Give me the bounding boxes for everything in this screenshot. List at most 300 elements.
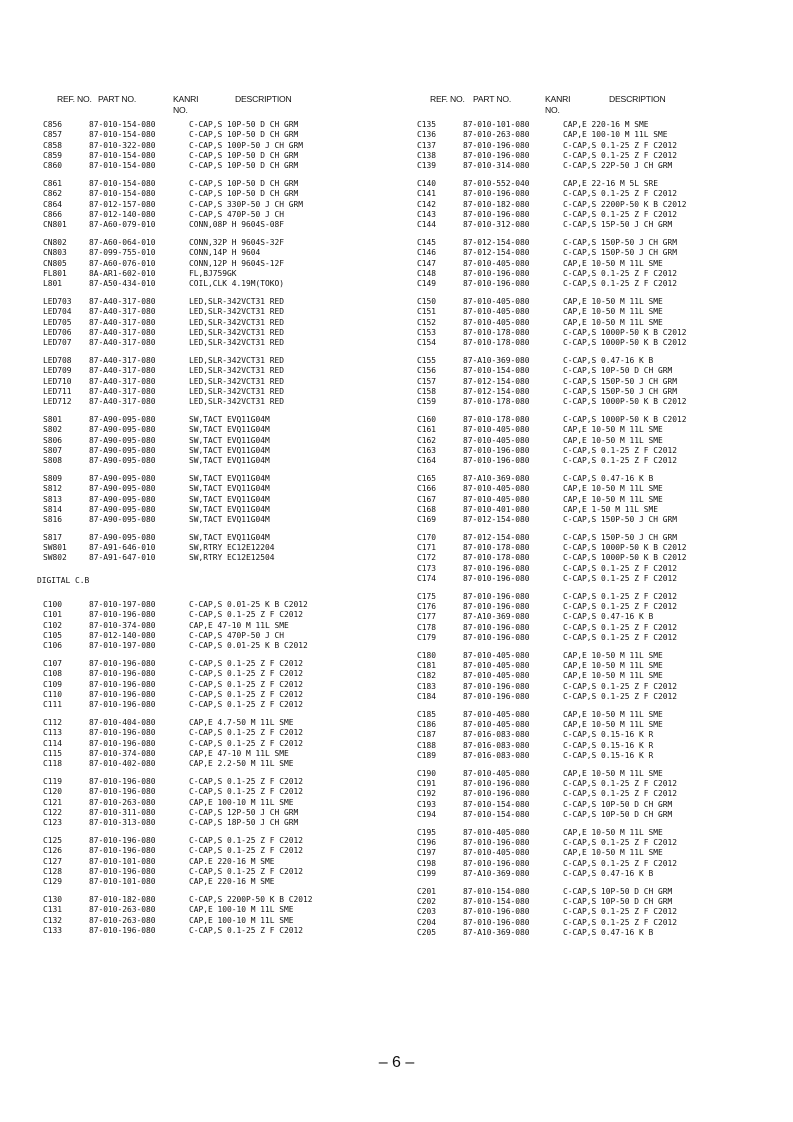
parts-row [43, 798, 383, 808]
parts-row [43, 905, 383, 915]
parts-row [43, 397, 383, 407]
part-no-cell: 87-010-196-080 [89, 728, 156, 738]
parts-row [43, 610, 383, 620]
part-no-cell: 8A-AR1-602-010 [89, 268, 156, 278]
kanri-no-heading: NO. [545, 105, 560, 115]
ref-no-cell: C132 [43, 915, 63, 925]
description-cell: C-CAP,S 100P-50 J CH GRM [189, 140, 304, 150]
ref-no-cell: LED704 [43, 307, 72, 317]
description-cell: C-CAP,S 10P-50 D CH GRM [189, 178, 299, 188]
parts-row [43, 189, 383, 199]
part-no-cell: 87-010-196-080 [463, 838, 530, 848]
part-no-cell: 87-A60-079-010 [89, 220, 156, 230]
ref-no-cell: C139 [417, 161, 437, 171]
left-parts-column [37, 120, 383, 936]
description-cell: C-CAP,S 10P-50 D CH GRM [189, 130, 299, 140]
ref-no-cell: C157 [417, 376, 437, 386]
ref-no-cell: LED711 [43, 386, 72, 396]
part-no-cell: 87-010-196-080 [463, 692, 530, 702]
description-cell: CAP,E 10-50 M 11L SME [563, 650, 663, 660]
parts-row [43, 151, 383, 161]
part-no-cell: 87-010-182-080 [463, 199, 530, 209]
ref-no-cell: S817 [43, 532, 63, 542]
part-no-cell: 87-010-178-080 [463, 327, 530, 337]
description-cell: C-CAP,S 0.1-25 Z F C2012 [563, 150, 678, 160]
description-cell: SW,TACT EVQ11G04M [189, 425, 270, 435]
ref-no-cell: C164 [417, 456, 437, 466]
ref-no-cell: C130 [43, 895, 63, 904]
description-cell: C-CAP,S 22P-50 J CH GRM [563, 161, 673, 171]
ref-no-cell: C862 [43, 189, 63, 199]
ref-no-heading: REF. NO. [430, 94, 465, 104]
ref-no-cell: CN803 [43, 248, 67, 258]
part-no-cell: 87-010-552-040 [463, 178, 530, 188]
parts-row [417, 907, 757, 917]
parts-row [43, 857, 383, 867]
ref-no-cell: LED706 [43, 327, 72, 337]
part-no-cell: 87-010-196-080 [89, 689, 156, 699]
parts-row [417, 751, 757, 761]
parts-row [417, 279, 757, 289]
description-cell: SW,TACT EVQ11G04M [189, 504, 270, 514]
ref-no-cell: C118 [43, 759, 63, 769]
description-cell: C-CAP,S 10P-50 D CH GRM [563, 799, 673, 809]
part-no-cell: 87-A60-064-010 [89, 237, 156, 247]
parts-row [43, 161, 383, 171]
parts-row [417, 897, 757, 907]
ref-no-cell: C110 [43, 689, 63, 699]
part-no-cell: 87-A40-317-080 [89, 296, 156, 306]
part-no-cell: 87-010-178-080 [463, 553, 530, 563]
part-no-cell: 87-099-755-010 [89, 248, 156, 258]
description-cell: CAP,E 10-50 M 11L SME [563, 671, 663, 681]
description-cell: C-CAP,S 0.1-25 Z F C2012 [189, 610, 304, 620]
description-cell: C-CAP,S 0.1-25 Z F C2012 [563, 574, 678, 584]
parts-row [417, 612, 757, 622]
part-no-cell: 87-A90-095-080 [89, 484, 156, 494]
part-no-cell: 87-010-196-080 [463, 622, 530, 632]
ref-no-cell: C160 [417, 414, 437, 424]
ref-no-cell: C196 [417, 838, 437, 848]
ref-no-cell: C167 [417, 494, 437, 504]
parts-row [417, 248, 757, 258]
ref-no-cell: C141 [417, 189, 437, 199]
description-cell: LED,SLR-342VCT31 RED [189, 386, 285, 396]
description-cell: C-CAP,S 0.1-25 Z F C2012 [189, 689, 304, 699]
ref-no-cell: C165 [417, 473, 437, 483]
part-no-cell: 87-012-154-080 [463, 515, 530, 525]
parts-row [417, 307, 757, 317]
description-cell: LED,SLR-342VCT31 RED [189, 376, 285, 386]
ref-no-cell: C144 [417, 220, 437, 230]
ref-no-cell: C202 [417, 897, 437, 907]
ref-no-cell: S809 [43, 473, 63, 483]
parts-row [43, 297, 383, 307]
part-no-cell: 87-012-140-080 [89, 630, 156, 640]
part-no-cell: 87-012-154-080 [463, 376, 530, 386]
part-no-cell: 87-010-196-080 [89, 679, 156, 689]
parts-row [43, 759, 383, 769]
kanri-heading: KANRI [173, 94, 199, 104]
ref-no-cell: C177 [417, 612, 437, 622]
part-no-cell: 87-010-196-080 [463, 268, 530, 278]
ref-no-cell: C185 [417, 709, 437, 719]
description-cell: C-CAP,S 0.1-25 Z F C2012 [189, 836, 304, 846]
description-cell: CAP,E 4.7-50 M 11L SME [189, 718, 294, 728]
ref-no-cell: C100 [43, 600, 63, 610]
part-no-cell: 87-A90-095-080 [89, 456, 156, 466]
part-no-cell: 87-010-314-080 [463, 161, 530, 171]
description-cell: CAP,E 10-50 M 11L SME [563, 258, 663, 268]
description-cell: C-CAP,S 470P-50 J CH [189, 209, 285, 219]
ref-no-cell: C133 [43, 925, 63, 935]
ref-no-cell: C123 [43, 818, 63, 828]
part-no-cell: 87-010-196-080 [463, 574, 530, 584]
parts-row [417, 446, 757, 456]
description-cell: C-CAP,S 10P-50 D CH GRM [189, 120, 299, 129]
part-no-cell: 87-A10-369-080 [463, 355, 530, 365]
description-cell: C-CAP,S 0.47-16 K B [563, 612, 654, 622]
parts-row [417, 151, 757, 161]
parts-row [43, 484, 383, 494]
ref-no-cell: C119 [43, 777, 63, 787]
description-cell: COIL,CLK 4.19M(TOKO) [189, 279, 285, 289]
parts-row [417, 574, 757, 584]
ref-no-cell: C137 [417, 140, 437, 150]
part-no-cell: 87-A90-095-080 [89, 515, 156, 525]
part-no-cell: 87-010-196-080 [89, 866, 156, 876]
parts-row [417, 633, 757, 643]
parts-row [417, 651, 757, 661]
parts-row [43, 533, 383, 543]
parts-row [43, 474, 383, 484]
parts-row [417, 377, 757, 387]
parts-row [417, 387, 757, 397]
description-cell: CAP,E 10-50 M 11L SME [563, 720, 663, 730]
ref-no-cell: LED703 [43, 296, 72, 306]
parts-row [417, 602, 757, 612]
part-no-cell: 87-012-154-080 [463, 248, 530, 258]
parts-row [43, 377, 383, 387]
description-cell: C-CAP,S 0.1-25 Z F C2012 [189, 846, 304, 856]
part-no-cell: 87-010-154-080 [89, 189, 156, 199]
ref-no-cell: C173 [417, 563, 437, 573]
ref-no-cell: C175 [417, 591, 437, 601]
part-no-cell: 87-010-196-080 [463, 209, 530, 219]
parts-row [43, 259, 383, 269]
description-cell: CAP,E 10-50 M 11L SME [563, 661, 663, 671]
parts-row [417, 710, 757, 720]
description-cell: C-CAP,S 330P-50 J CH GRM [189, 199, 304, 209]
parts-row [417, 456, 757, 466]
part-no-cell: 87-010-405-080 [463, 827, 530, 837]
part-no-cell: 87-A90-095-080 [89, 473, 156, 483]
description-cell: CAP,E 47-10 M 11L SME [189, 748, 289, 758]
part-no-cell: 87-010-313-080 [89, 818, 156, 828]
description-cell: C-CAP,S 18P-50 J CH GRM [189, 818, 299, 828]
part-no-cell: 87-010-101-080 [89, 856, 156, 866]
part-no-cell: 87-010-405-080 [463, 768, 530, 778]
ref-no-cell: C101 [43, 610, 63, 620]
part-no-cell: 87-010-405-080 [463, 296, 530, 306]
parts-row [43, 718, 383, 728]
description-cell: C-CAP,S 12P-50 J CH GRM [189, 807, 299, 817]
description-cell: CAP,E 2.2-50 M 11L SME [189, 759, 294, 769]
description-cell: C-CAP,S 0.1-25 Z F C2012 [563, 209, 678, 219]
part-no-cell: 87-010-405-080 [463, 650, 530, 660]
parts-row [43, 846, 383, 856]
part-no-heading: PART NO. [473, 94, 512, 104]
ref-no-cell: C204 [417, 917, 437, 927]
description-cell: C-CAP,S 10P-50 D CH GRM [563, 886, 673, 896]
description-cell: C-CAP,S 0.1-25 Z F C2012 [563, 858, 678, 868]
ref-no-cell: C857 [43, 130, 63, 140]
description-cell: C-CAP,S 0.1-25 Z F C2012 [189, 787, 304, 797]
part-no-cell: 87-010-405-080 [463, 258, 530, 268]
ref-no-cell: S814 [43, 504, 63, 514]
part-no-cell: 87-010-196-080 [463, 189, 530, 199]
ref-no-cell: C113 [43, 728, 63, 738]
ref-no-cell: C190 [417, 768, 437, 778]
parts-row [43, 680, 383, 690]
description-cell: SW,TACT EVQ11G04M [189, 473, 270, 483]
ref-no-cell: C136 [417, 130, 437, 140]
description-cell: LED,SLR-342VCT31 RED [189, 366, 285, 376]
description-cell: SW,RTRY EC12E12504 [189, 553, 275, 563]
parts-row [43, 669, 383, 679]
parts-row [417, 515, 757, 525]
description-cell: C-CAP,S 0.01-25 K B C2012 [189, 641, 308, 651]
part-no-cell: 87-010-405-080 [463, 484, 530, 494]
part-no-cell: 87-010-312-080 [463, 220, 530, 230]
parts-row [417, 436, 757, 446]
description-cell: C-CAP,S 0.1-25 Z F C2012 [563, 633, 678, 643]
ref-no-cell: C189 [417, 751, 437, 761]
description-cell: C-CAP,S 150P-50 J CH GRM [563, 386, 678, 396]
parts-row [417, 141, 757, 151]
parts-row [43, 279, 383, 289]
parts-row [417, 564, 757, 574]
ref-no-cell: C131 [43, 905, 63, 915]
part-no-cell: 87-010-196-080 [463, 917, 530, 927]
part-no-cell: 87-010-374-080 [89, 748, 156, 758]
description-cell: CAP,E 100-10 M 11L SME [189, 905, 294, 915]
parts-row [43, 220, 383, 230]
parts-row [417, 484, 757, 494]
parts-row [43, 895, 383, 905]
part-no-cell: 87-010-182-080 [89, 895, 156, 904]
description-cell: C-CAP,S 10P-50 D CH GRM [189, 150, 299, 160]
description-cell: C-CAP,S 0.1-25 Z F C2012 [563, 622, 678, 632]
description-cell: C-CAP,S 10P-50 D CH GRM [189, 161, 299, 171]
ref-no-cell: C126 [43, 846, 63, 856]
part-no-heading: PART NO. [98, 94, 137, 104]
ref-no-cell: C205 [417, 927, 437, 937]
description-cell: CAP,E 10-50 M 11L SME [563, 768, 663, 778]
ref-no-cell: C171 [417, 543, 437, 553]
description-cell: C-CAP,S 0.1-25 Z F C2012 [189, 669, 304, 679]
ref-no-cell: C114 [43, 738, 63, 748]
ref-no-cell: C188 [417, 740, 437, 750]
part-no-cell: 87-010-196-080 [89, 610, 156, 620]
part-no-cell: 87-010-154-080 [89, 178, 156, 188]
ref-no-cell: C151 [417, 307, 437, 317]
ref-no-cell: C178 [417, 622, 437, 632]
description-cell: CAP,E 10-50 M 11L SME [563, 425, 663, 435]
parts-row [43, 425, 383, 435]
part-no-cell: 87-010-154-080 [89, 150, 156, 160]
part-no-cell: 87-A91-647-010 [89, 553, 156, 563]
ref-no-cell: LED708 [43, 355, 72, 365]
description-cell: C-CAP,S 0.15-16 K R [563, 740, 654, 750]
ref-no-cell: C107 [43, 659, 63, 669]
parts-row [417, 887, 757, 897]
description-cell: C-CAP,S 10P-50 D CH GRM [189, 189, 299, 199]
part-no-cell: 87-010-404-080 [89, 718, 156, 728]
part-no-cell: 87-A91-646-010 [89, 543, 156, 553]
description-cell: CAP,E 10-50 M 11L SME [563, 296, 663, 306]
part-no-cell: 87-010-178-080 [463, 397, 530, 407]
description-cell: C-CAP,S 0.47-16 K B [563, 927, 654, 937]
ref-no-cell: C181 [417, 661, 437, 671]
parts-row [43, 659, 383, 669]
part-no-cell: 87-010-178-080 [463, 414, 530, 424]
parts-row [417, 356, 757, 366]
parts-row [43, 328, 383, 338]
description-cell: C-CAP,S 0.1-25 Z F C2012 [563, 838, 678, 848]
ref-no-cell: C856 [43, 120, 63, 129]
part-no-cell: 87-010-196-080 [89, 669, 156, 679]
part-no-cell: 87-010-154-080 [89, 161, 156, 171]
description-cell: C-CAP,S 0.1-25 Z F C2012 [563, 681, 678, 691]
part-no-cell: 87-A40-317-080 [89, 338, 156, 348]
ref-no-cell: S813 [43, 494, 63, 504]
ref-no-cell: C174 [417, 574, 437, 584]
part-no-cell: 87-012-154-080 [463, 237, 530, 247]
ref-no-cell: C864 [43, 199, 63, 209]
description-cell: C-CAP,S 1000P-50 K B C2012 [563, 397, 687, 407]
parts-row [43, 179, 383, 189]
ref-no-cell: C108 [43, 669, 63, 679]
part-no-cell: 87-010-196-080 [463, 858, 530, 868]
ref-no-cell: C127 [43, 856, 63, 866]
parts-row [417, 779, 757, 789]
parts-row [43, 338, 383, 348]
description-cell: CAP,E 10-50 M 11L SME [563, 317, 663, 327]
parts-row [417, 553, 757, 563]
part-no-cell: 87-A90-095-080 [89, 532, 156, 542]
part-no-cell: 87-A40-317-080 [89, 376, 156, 386]
description-cell: CONN,32P H 9604S-32F [189, 237, 285, 247]
description-cell: CAP,E 1-50 M 11L SME [563, 504, 659, 514]
parts-row [43, 141, 383, 151]
description-cell: LED,SLR-342VCT31 RED [189, 338, 285, 348]
ref-no-cell: S802 [43, 425, 63, 435]
ref-no-cell: C166 [417, 484, 437, 494]
ref-no-cell: C859 [43, 150, 63, 160]
description-cell: C-CAP,S 0.1-25 Z F C2012 [189, 738, 304, 748]
parts-row [43, 916, 383, 926]
part-no-cell: 87-012-140-080 [89, 209, 156, 219]
ref-no-cell: C148 [417, 268, 437, 278]
parts-row [417, 338, 757, 348]
right-parts-column [417, 120, 757, 938]
description-cell: SW,TACT EVQ11G04M [189, 445, 270, 455]
ref-no-cell: C125 [43, 836, 63, 846]
description-cell: C-CAP,S 0.1-25 Z F C2012 [563, 692, 678, 702]
parts-row [417, 661, 757, 671]
part-no-cell: 87-010-405-080 [463, 720, 530, 730]
parts-row [43, 120, 383, 130]
parts-row [43, 836, 383, 846]
ref-no-cell: C180 [417, 650, 437, 660]
parts-row [417, 238, 757, 248]
description-cell: LED,SLR-342VCT31 RED [189, 327, 285, 337]
part-no-cell: 87-A40-317-080 [89, 327, 156, 337]
parts-row [417, 220, 757, 230]
ref-no-cell: C203 [417, 907, 437, 917]
ref-no-cell: S808 [43, 456, 63, 466]
ref-no-heading: REF. NO. [57, 94, 92, 104]
ref-no-cell: C120 [43, 787, 63, 797]
parts-row [417, 397, 757, 407]
part-no-cell: 87-010-101-080 [89, 877, 156, 887]
ref-no-cell: C128 [43, 866, 63, 876]
part-no-cell: 87-010-405-080 [463, 425, 530, 435]
part-no-cell: 87-A60-076-010 [89, 258, 156, 268]
description-cell: CAP,E 10-50 M 11L SME [563, 307, 663, 317]
parts-row [417, 297, 757, 307]
parts-row [43, 446, 383, 456]
part-no-cell: 87-010-405-080 [463, 435, 530, 445]
description-cell: CAP,E 220-16 M SME [189, 877, 275, 887]
ref-no-cell: LED709 [43, 366, 72, 376]
ref-no-cell: C140 [417, 178, 437, 188]
parts-row [43, 269, 383, 279]
description-cell: SW,TACT EVQ11G04M [189, 414, 270, 424]
description-cell: SW,TACT EVQ11G04M [189, 456, 270, 466]
description-cell: C-CAP,S 0.1-25 Z F C2012 [189, 866, 304, 876]
description-cell: C-CAP,S 1000P-50 K B C2012 [563, 338, 687, 348]
description-cell: C-CAP,S 0.1-25 Z F C2012 [563, 456, 678, 466]
part-no-cell: 87-016-083-080 [463, 751, 530, 761]
part-no-cell: 87-010-263-080 [89, 797, 156, 807]
ref-no-cell: C182 [417, 671, 437, 681]
ref-no-cell: C146 [417, 248, 437, 258]
parts-row [417, 828, 757, 838]
part-no-cell: 87-010-196-080 [89, 836, 156, 846]
ref-no-cell: C193 [417, 799, 437, 809]
parts-row [417, 838, 757, 848]
description-cell: CAP,E 220-16 M SME [563, 120, 649, 129]
description-cell: CAP,E 10-50 M 11L SME [563, 827, 663, 837]
ref-no-cell: C155 [417, 355, 437, 365]
description-cell: CAP,E 100-10 M 11L SME [189, 797, 294, 807]
description-cell: SW,TACT EVQ11G04M [189, 494, 270, 504]
part-no-cell: 87-010-196-080 [463, 681, 530, 691]
part-no-cell: 87-010-178-080 [463, 338, 530, 348]
parts-row [417, 869, 757, 879]
description-cell: C-CAP,S 10P-50 D CH GRM [563, 897, 673, 907]
description-cell: C-CAP,S 0.1-25 Z F C2012 [189, 700, 304, 710]
parts-row [43, 238, 383, 248]
part-no-cell: 87-010-311-080 [89, 807, 156, 817]
ref-no-cell: C156 [417, 366, 437, 376]
description-cell: LED,SLR-342VCT31 RED [189, 397, 285, 407]
part-no-cell: 87-A90-095-080 [89, 504, 156, 514]
parts-row [43, 456, 383, 466]
part-no-cell: 87-A90-095-080 [89, 494, 156, 504]
